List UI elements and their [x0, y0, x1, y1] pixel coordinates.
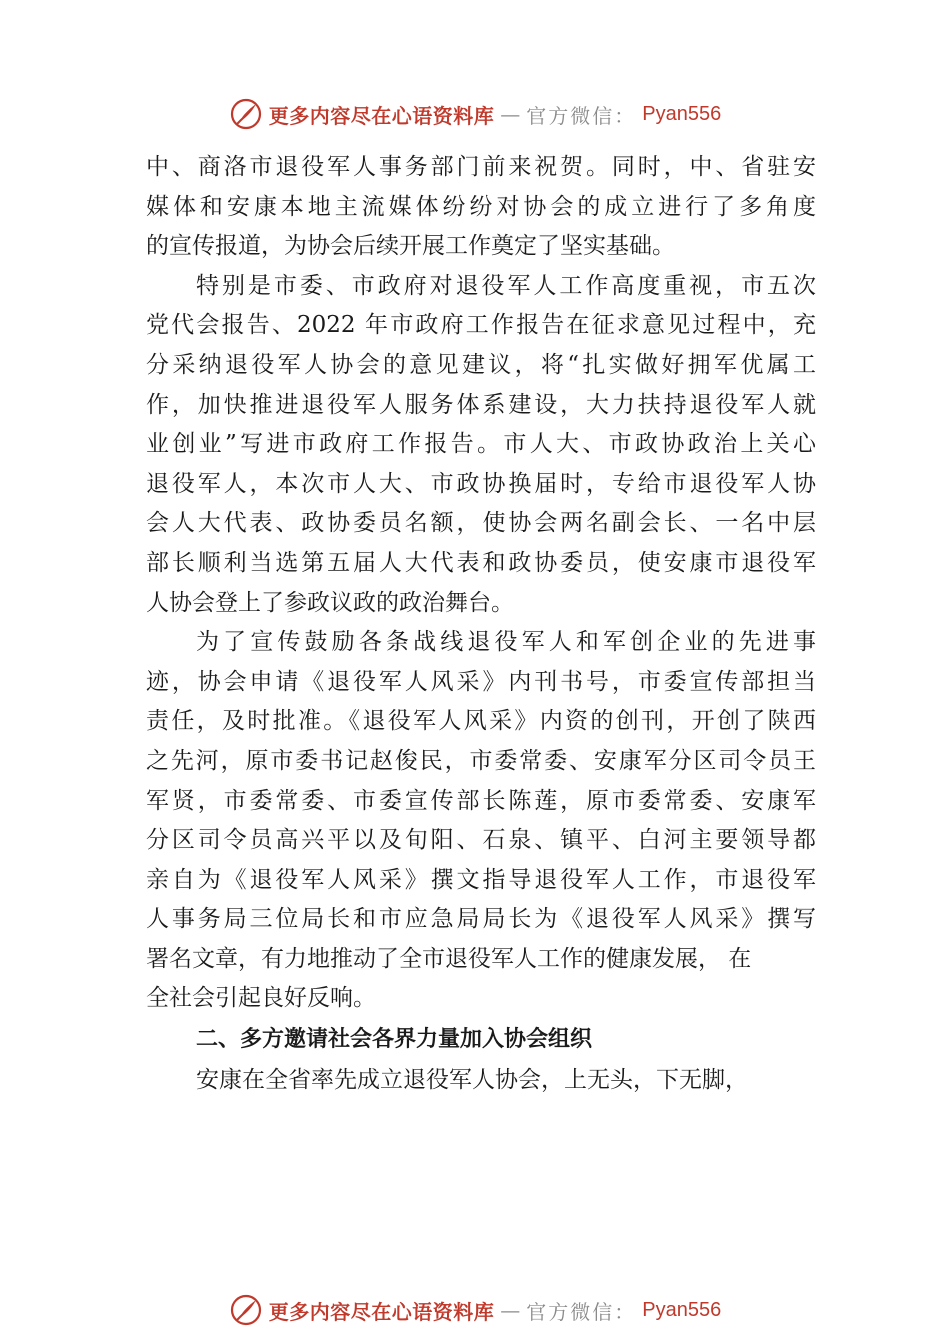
watermark-separator: — — [500, 1298, 521, 1322]
text-line: 人协会登上了参政议政的政治舞台。 — [146, 589, 514, 616]
text-line: 之先河，原市委书记赵俊民，市委常委、安康军分区司令员王 — [146, 747, 816, 774]
text-line: 作，加快推进退役军人服务体系建设，大力扶持退役军人就 — [146, 391, 816, 418]
text-line: 亲自为《退役军人风采》撰文指导退役军人工作，市退役军 — [146, 866, 816, 893]
text-line: 安康在全省率先成立退役军人协会，上无头，下无脚， — [196, 1067, 748, 1094]
watermark-title: 更多内容尽在心语资料库 — [268, 1299, 495, 1324]
text-line: 党代会报告、2022 年市政府工作报告在征求意见过程中，充 — [146, 312, 816, 339]
text-line: 会人大代表、政协委员名额，使协会两名副会长、一名中层 — [146, 510, 816, 537]
header-watermark — [0, 94, 950, 134]
text-line: 分区司令员高兴平以及旬阳、石泉、镇平、白河主要领导都 — [146, 827, 816, 854]
text-line: 特别是市委、市政府对退役军人工作高度重视，市五次 — [196, 272, 816, 299]
footer-watermark — [0, 1290, 950, 1330]
text-line: 中、商洛市退役军人事务部门前来祝贺。同时，中、省驻安 — [146, 154, 816, 180]
watermark-title: 更多内容尽在心语资料库 — [268, 103, 495, 128]
document-body — [146, 148, 816, 1101]
text-line: 迹，协会申请《退役军人风采》内刊书号，市委宣传部担当 — [146, 668, 816, 695]
text-line: 退役军人，本次市人大、市政协换届时，专给市退役军人协 — [146, 470, 816, 497]
watermark-separator: — — [500, 102, 521, 126]
text-line: 署名文章，有力地推动了全市退役军人工作的健康发展， 在 — [146, 945, 752, 972]
text-line: 媒体和安康本地主流媒体纷纷对协会的成立进行了多角度 — [146, 193, 816, 220]
text-line: 全社会引起良好反响。 — [146, 985, 376, 1012]
watermark-id: Pyan556 — [642, 102, 722, 125]
section-heading: 二、多方邀请社会各界力量加入协会组织 — [196, 1027, 593, 1053]
text-line: 军贤，市委常委、市委宣传部长陈莲，原市委常委、安康军 — [146, 787, 816, 814]
quill-logo-icon — [229, 97, 263, 131]
text-line: 业创业”写进市政府工作报告。市人大、市政协政治上关心 — [146, 431, 816, 458]
text-line: 为了宣传鼓励各条战线退役军人和军创企业的先进事 — [196, 629, 816, 656]
watermark-id: Pyan556 — [642, 1298, 722, 1321]
paragraph-1 — [146, 148, 816, 267]
text-line: 人事务局三位局长和市应急局局长为《退役军人风采》撰写 — [146, 906, 816, 933]
watermark-label: 官方微信： — [526, 1299, 637, 1324]
text-line: 分采纳退役军人协会的意见建议，将“扎实做好拥军优属工 — [146, 351, 816, 378]
watermark-label: 官方微信： — [526, 103, 637, 128]
paragraph-3 — [146, 623, 816, 1019]
quill-logo-icon — [229, 1293, 263, 1327]
text-line: 责任，及时批准。《退役军人风采》内资的创刊，开创了陕西 — [146, 708, 816, 735]
text-line: 部长顺利当选第五届人大代表和政协委员，使安康市退役军 — [146, 549, 816, 576]
paragraph-2 — [146, 267, 816, 623]
paragraph-4 — [146, 1061, 816, 1101]
text-line: 的宣传报道，为协会后续开展工作奠定了坚实基础。 — [146, 233, 675, 260]
